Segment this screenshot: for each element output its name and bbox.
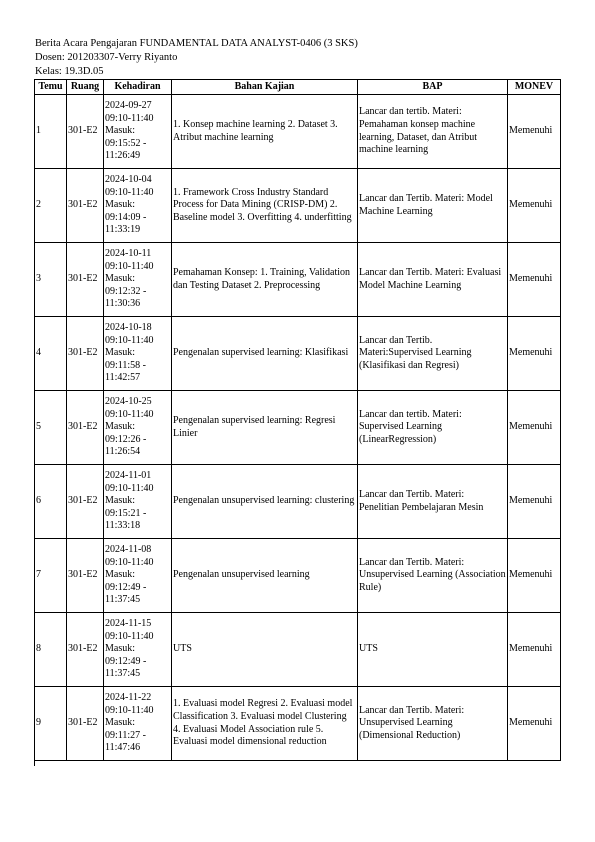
attendance-out: 11:37:45 [105, 594, 141, 606]
table-row [35, 687, 561, 761]
attendance-label: Masuk: [105, 643, 135, 655]
column-header-bap: BAP [358, 80, 508, 95]
cell-kehadiran [104, 687, 172, 761]
attendance-in: 09:12:49 - [105, 581, 147, 593]
cell-kehadiran [104, 317, 172, 391]
attendance-schedule: 09:10-11:40 [105, 186, 154, 198]
table-row [35, 95, 561, 169]
cell-bahan-kajian: Pengenalan supervised learning: Regresi Linier [172, 391, 358, 465]
attendance-date: 2024-09-27 [105, 100, 152, 112]
table-row [35, 465, 561, 539]
table-body [35, 95, 561, 761]
cell-bap: Lancar dan tertib. Materi: Pemahaman konsep machine learning, Dataset, dan Atribut machine learning [358, 95, 508, 169]
cell-bahan-kajian: UTS [172, 613, 358, 687]
cell-monev: Memenuhi [508, 613, 561, 687]
cell-temu: 2 [35, 169, 67, 243]
attendance-in: 09:12:49 - [105, 655, 147, 667]
attendance-schedule: 09:10-11:40 [105, 260, 154, 272]
attendance-schedule: 09:10-11:40 [105, 112, 154, 124]
cell-bahan-kajian: Pengenalan supervised learning: Klasifikasi [172, 317, 358, 391]
attendance-label: Masuk: [105, 495, 135, 507]
attendance-date: 2024-10-04 [105, 174, 152, 186]
cell-kehadiran [104, 169, 172, 243]
table-row [35, 613, 561, 687]
attendance-schedule: 09:10-11:40 [105, 704, 154, 716]
attendance-schedule: 09:10-11:40 [105, 556, 154, 568]
column-header-monev: MONEV [508, 80, 561, 95]
attendance-date: 2024-11-01 [105, 470, 152, 482]
cell-kehadiran [104, 539, 172, 613]
cell-ruang: 301-E2 [67, 391, 104, 465]
table-row [35, 539, 561, 613]
cell-ruang: 301-E2 [67, 613, 104, 687]
class-line: Kelas: 19.3D.05 [35, 66, 104, 77]
table-row [35, 243, 561, 317]
attendance-out: 11:47:46 [105, 742, 141, 754]
cell-temu: 1 [35, 95, 67, 169]
cell-bahan-kajian: Pengenalan unsupervised learning [172, 539, 358, 613]
cell-bahan-kajian: Pemahaman Konsep: 1. Training, Validation dan Testing Dataset 2. Preprocessing [172, 243, 358, 317]
attendance-out: 11:37:45 [105, 668, 141, 680]
attendance-date: 2024-11-08 [105, 544, 152, 556]
attendance-schedule: 09:10-11:40 [105, 482, 154, 494]
cell-monev: Memenuhi [508, 687, 561, 761]
attendance-in: 09:11:58 - [105, 359, 147, 371]
attendance-out: 11:33:19 [105, 224, 141, 236]
cell-bap: Lancar dan Tertib. Materi: Evaluasi Model Machine Learning [358, 243, 508, 317]
column-header-bahan-kajian: Bahan Kajian [172, 80, 358, 95]
cell-kehadiran [104, 243, 172, 317]
cell-monev: Memenuhi [508, 169, 561, 243]
cell-monev: Memenuhi [508, 317, 561, 391]
attendance-date: 2024-11-15 [105, 618, 152, 630]
cell-bap: Lancar dan tertib. Materi: Supervised Learning (LinearRegression) [358, 391, 508, 465]
attendance-date: 2024-10-18 [105, 322, 152, 334]
attendance-in: 09:14:09 - [105, 211, 147, 223]
cell-temu: 9 [35, 687, 67, 761]
document-header [35, 37, 358, 79]
attendance-out: 11:33:18 [105, 520, 141, 532]
cell-bap: UTS [358, 613, 508, 687]
column-header-kehadiran: Kehadiran [104, 80, 172, 95]
attendance-label: Masuk: [105, 569, 135, 581]
table-row [35, 391, 561, 465]
attendance-label: Masuk: [105, 347, 135, 359]
cell-kehadiran [104, 95, 172, 169]
cell-bap: Lancar dan Tertib. Materi:Supervised Learning (Klasifikasi dan Regresi) [358, 317, 508, 391]
cell-ruang: 301-E2 [67, 687, 104, 761]
cell-bap: Lancar dan Tertib. Materi: Penelitian Pembelajaran Mesin [358, 465, 508, 539]
attendance-label: Masuk: [105, 421, 135, 433]
attendance-label: Masuk: [105, 199, 135, 211]
cell-temu: 7 [35, 539, 67, 613]
column-header-temu: Temu [35, 80, 67, 95]
cell-ruang: 301-E2 [67, 95, 104, 169]
cell-temu: 8 [35, 613, 67, 687]
attendance-in: 09:15:52 - [105, 137, 147, 149]
table-row [35, 317, 561, 391]
lecturer-line: Dosen: 201203307-Verry Riyanto [35, 52, 178, 63]
attendance-schedule: 09:10-11:40 [105, 408, 154, 420]
cell-bap: Lancar dan Tertib. Materi: Unsupervised Learning (Dimensional Reduction) [358, 687, 508, 761]
cell-bap: Lancar dan Tertib. Materi: Unsupervised Learning (Association Rule) [358, 539, 508, 613]
cell-bahan-kajian: 1. Evaluasi model Regresi 2. Evaluasi model Classification 3. Evaluasi model Clustering 4. Evaluasi Model Association rule 5. Evaluasi model dimensional reduction [172, 687, 358, 761]
attendance-date: 2024-11-22 [105, 692, 152, 704]
cell-ruang: 301-E2 [67, 169, 104, 243]
attendance-label: Masuk: [105, 125, 135, 137]
cell-monev: Memenuhi [508, 465, 561, 539]
cell-temu: 5 [35, 391, 67, 465]
cell-kehadiran [104, 613, 172, 687]
cell-ruang: 301-E2 [67, 465, 104, 539]
table-header-row [35, 80, 561, 95]
attendance-out: 11:42:57 [105, 372, 141, 384]
cell-monev: Memenuhi [508, 95, 561, 169]
cell-kehadiran [104, 391, 172, 465]
attendance-out: 11:26:49 [105, 150, 141, 162]
attendance-label: Masuk: [105, 273, 135, 285]
table-edge-mark [34, 760, 35, 766]
cell-ruang: 301-E2 [67, 243, 104, 317]
cell-ruang: 301-E2 [67, 317, 104, 391]
attendance-schedule: 09:10-11:40 [105, 630, 154, 642]
document-title: Berita Acara Pengajaran FUNDAMENTAL DATA ANALYST-0406 (3 SKS) [35, 38, 358, 49]
attendance-schedule: 09:10-11:40 [105, 334, 154, 346]
cell-temu: 4 [35, 317, 67, 391]
attendance-out: 11:30:36 [105, 298, 141, 310]
table-row [35, 169, 561, 243]
cell-kehadiran [104, 465, 172, 539]
cell-ruang: 301-E2 [67, 539, 104, 613]
cell-temu: 3 [35, 243, 67, 317]
cell-bahan-kajian: 1. Framework Cross Industry Standard Process for Data Mining (CRISP-DM) 2. Baseline model 3. Overfitting 4. underfitting [172, 169, 358, 243]
attendance-date: 2024-10-25 [105, 396, 152, 408]
attendance-in: 09:12:32 - [105, 285, 147, 297]
cell-temu: 6 [35, 465, 67, 539]
attendance-label: Masuk: [105, 717, 135, 729]
cell-monev: Memenuhi [508, 391, 561, 465]
column-header-ruang: Ruang [67, 80, 104, 95]
attendance-date: 2024-10-11 [105, 248, 152, 260]
cell-bap: Lancar dan Tertib. Materi: Model Machine Learning [358, 169, 508, 243]
cell-monev: Memenuhi [508, 539, 561, 613]
cell-bahan-kajian: 1. Konsep machine learning 2. Dataset 3. Atribut machine learning [172, 95, 358, 169]
attendance-in: 09:11:27 - [105, 729, 147, 741]
cell-bahan-kajian: Pengenalan unsupervised learning: clustering [172, 465, 358, 539]
cell-monev: Memenuhi [508, 243, 561, 317]
attendance-in: 09:12:26 - [105, 433, 147, 445]
attendance-in: 09:15:21 - [105, 507, 147, 519]
attendance-out: 11:26:54 [105, 446, 141, 458]
teaching-record-table [34, 79, 561, 761]
